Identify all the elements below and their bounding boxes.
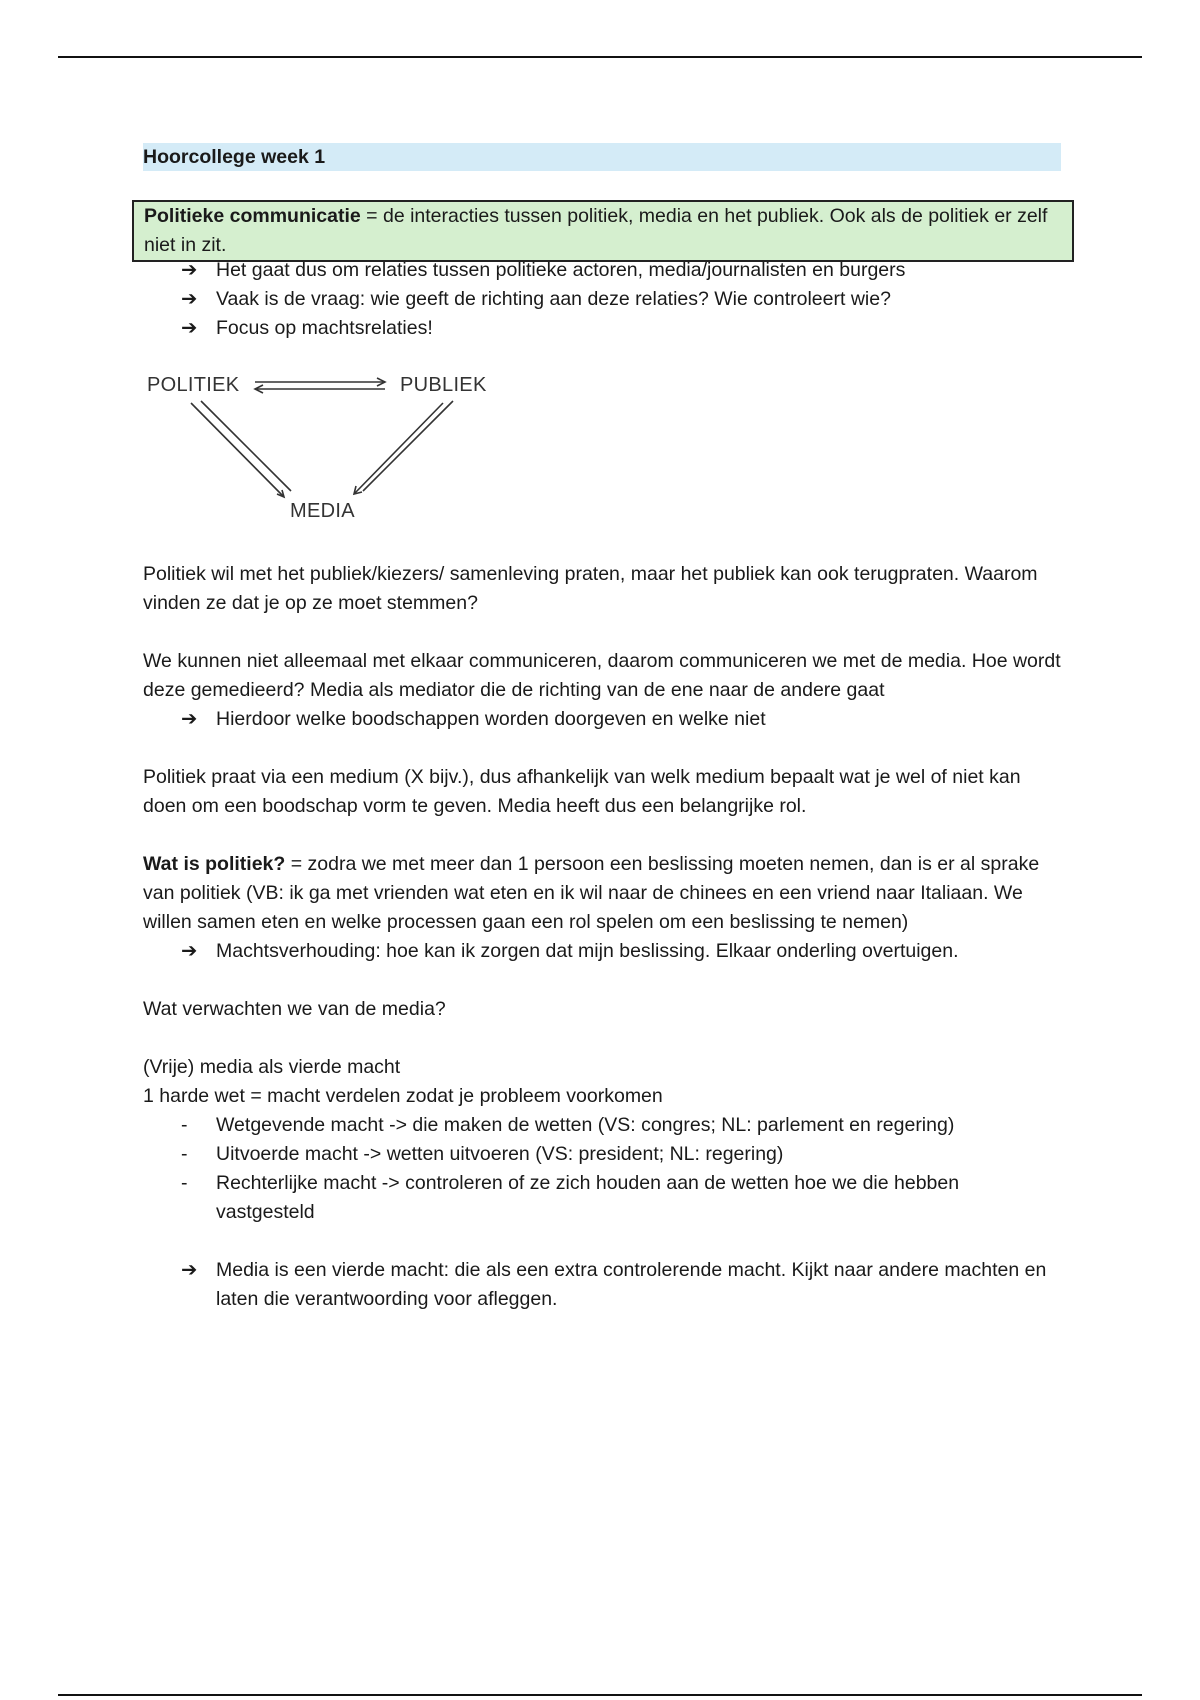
list-item: ➔ Media is een vierde macht: die als een extra controlerende macht. Kijkt naar andere machten en laten die verantwoording voor afleggen.	[143, 1256, 1063, 1314]
list-item: ➔ Focus op machtsrelaties!	[143, 314, 1063, 343]
arrow-bullet-icon: ➔	[181, 1259, 198, 1281]
bottom-rule	[58, 1694, 1142, 1696]
arrow-bullet-icon: ➔	[181, 940, 198, 962]
arrow-bullet-icon: ➔	[181, 259, 198, 281]
list-item: ➔ Het gaat dus om relaties tussen politieke actoren, media/journalisten en burgers	[143, 256, 1063, 285]
intro-bullet-list	[143, 256, 1063, 343]
paragraph: We kunnen niet alleemaal met elkaar communiceren, daarom communiceren we met de media. Hoe wordt deze gemedieerd? Media als mediator die de richting van de ene naar de andere gaat	[143, 650, 1061, 701]
dash-bullet: -	[181, 1172, 188, 1194]
list-item: - Rechterlijke macht -> controleren of ze zich houden aan de wetten hoe we die hebben vastgesteld	[143, 1169, 1063, 1227]
dash-bullet: -	[181, 1114, 188, 1136]
definition-text: = de interacties tussen politiek, media en het publiek. Ook als de politiek er zelf niet in zit.	[144, 205, 1048, 256]
diagram-label-media: MEDIA	[290, 500, 355, 522]
paragraph: 1 harde wet = macht verdelen zodat je probleem voorkomen	[143, 1085, 663, 1107]
diagram-label-politiek: POLITIEK	[147, 374, 240, 396]
definition-term: Politieke communicatie	[144, 205, 361, 227]
definition-box	[132, 200, 1074, 262]
paragraph: Politiek praat via een medium (X bijv.), dus afhankelijk van welk medium bepaalt wat je wel of niet kan doen om een boodschap vorm te geven. Media heeft dus een belangrijke rol.	[143, 766, 1021, 817]
list-item: - Uitvoerde macht -> wetten uitvoeren (VS: president; NL: regering)	[143, 1140, 1063, 1169]
paragraph: Politiek wil met het publiek/kiezers/ samenleving praten, maar het publiek kan ook terugpraten. Waarom vinden ze dat je op ze moet stemmen?	[143, 563, 1038, 614]
bullet-list	[143, 705, 1063, 734]
paragraph: Wat is politiek? = zodra we met meer dan 1 persoon een beslissing moeten nemen, dan is er al sprake van politiek (VB: ik ga met vrienden wat eten en ik wil naar de chinees en een vriend naar Italiaan. We willen samen eten en welke processen gaan een rol spelen om een beslissing te nemen)	[143, 853, 1040, 933]
section-heading: Hoorcollege week 1	[143, 143, 1061, 171]
dash-bullet: -	[181, 1143, 188, 1165]
paragraph: (Vrije) media als vierde macht	[143, 1056, 401, 1078]
list-item: ➔ Hierdoor welke boodschappen worden doorgeven en welke niet	[143, 705, 1063, 734]
list-item: ➔ Vaak is de vraag: wie geeft de richting aan deze relaties? Wie controleert wie?	[143, 285, 1063, 314]
arrow-bullet-icon: ➔	[181, 317, 198, 339]
document-body	[143, 143, 1063, 1314]
top-rule	[58, 56, 1142, 58]
arrow-bullet-icon: ➔	[181, 708, 198, 730]
paragraph: Wat verwachten we van de media?	[143, 998, 446, 1020]
bullet-list	[143, 1256, 1063, 1314]
arrow-bullet-icon: ➔	[181, 288, 198, 310]
communication-triangle-diagram	[143, 371, 503, 531]
list-item: ➔ Machtsverhouding: hoe kan ik zorgen dat mijn beslissing. Elkaar onderling overtuigen.	[143, 937, 1063, 966]
politics-term: Wat is politiek?	[143, 853, 286, 875]
bullet-list	[143, 937, 1063, 966]
powers-list	[143, 1111, 1063, 1227]
list-item: - Wetgevende macht -> die maken de wetten (VS: congres; NL: parlement en regering)	[143, 1111, 1063, 1140]
diagram-label-publiek: PUBLIEK	[400, 374, 487, 396]
